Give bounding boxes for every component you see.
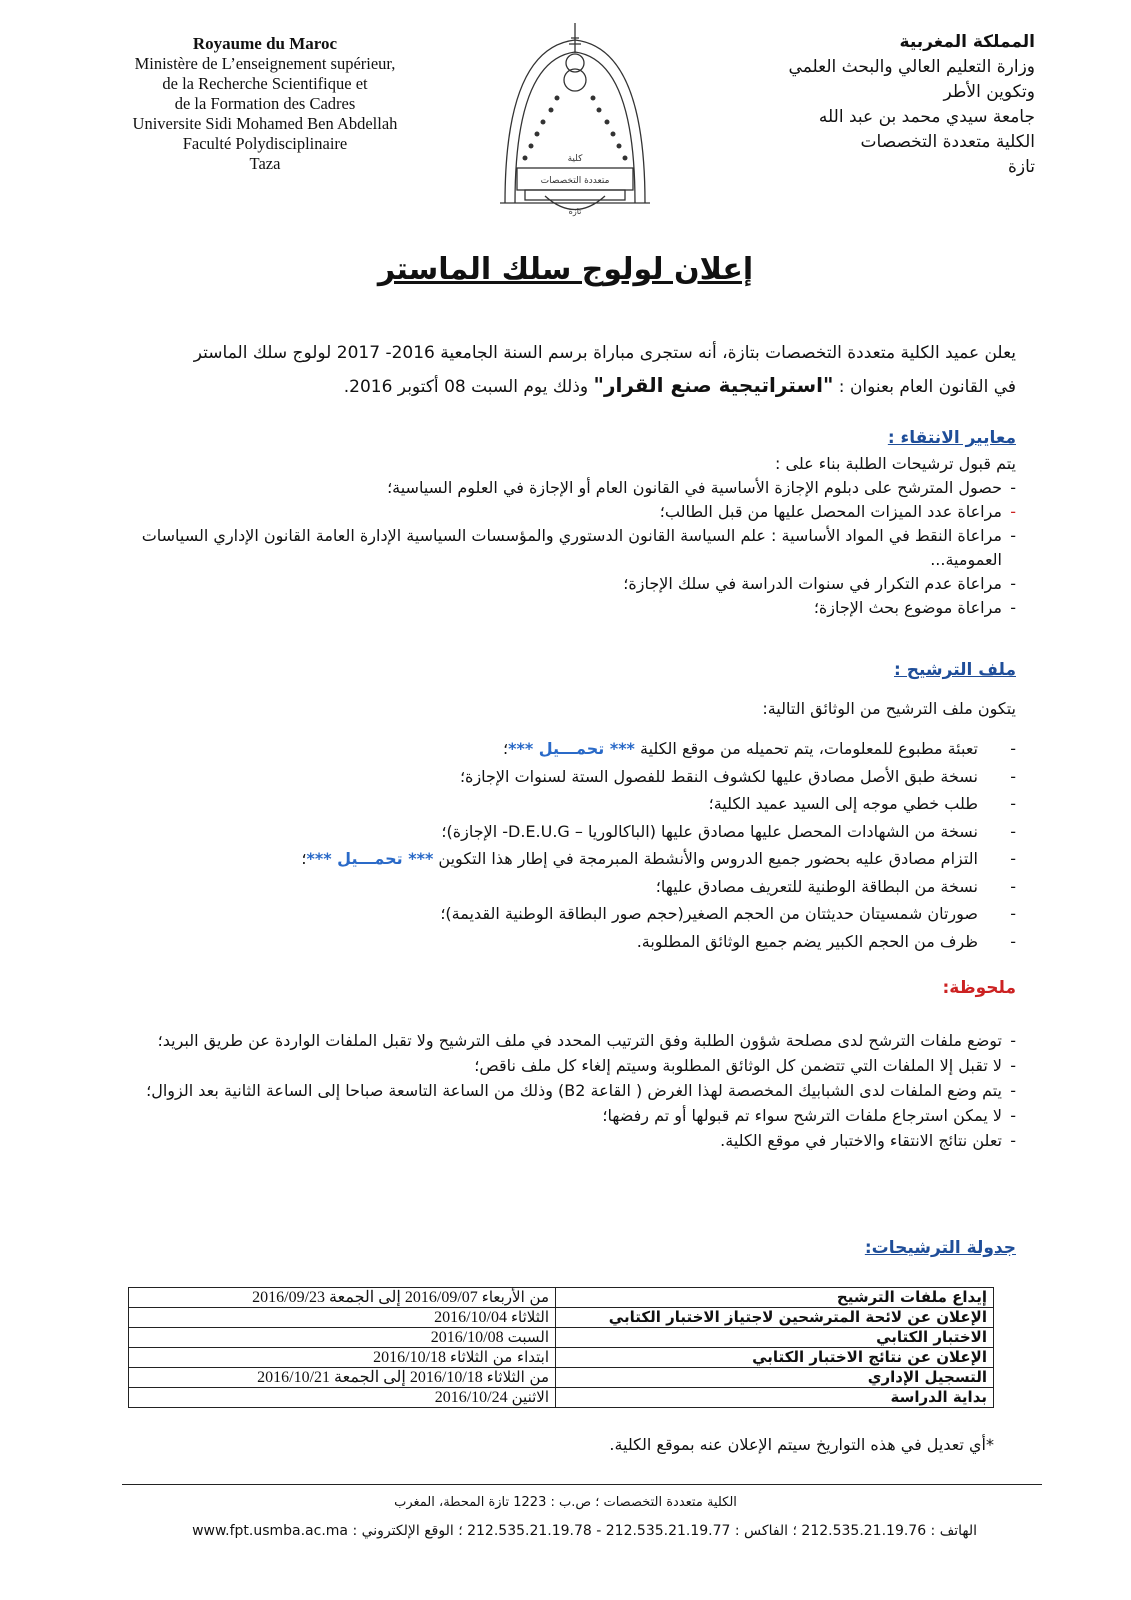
criteria-item: - مراعاة النقط في المواد الأساسية : علم السياسة القانون الدستوري والمؤسسات السياسية الإدارة العامة القانون الإداري السياسات العمومية...: [136, 524, 1016, 572]
note-heading: ملحوظة:: [942, 978, 1016, 998]
schedule-label: بداية الدراسة: [556, 1388, 994, 1408]
schedule-day: الاثنين: [511, 1388, 549, 1406]
header-french: [105, 34, 425, 174]
schedule-footnote: *أي تعديل في هذه التواريخ سيتم الإعلان عنه بموقع الكلية.: [609, 1435, 994, 1454]
footer-address: الكلية متعددة التخصصات ؛ ص.ب : 1223 تازة المحطة، المغرب: [394, 1495, 737, 1510]
note-item: - لا تقبل إلا الملفات التي تتضمن كل الوثائق المطلوبة وسيتم إلغاء كل ملف ناقص؛: [136, 1053, 1016, 1078]
faculty-logo-emblem-icon: [495, 18, 655, 223]
schedule-table: [128, 1287, 994, 1408]
criteria-item: - حصول المترشح على دبلوم الإجازة الأساسية في القانون العام أو الإجازة في العلوم السياسية؛: [136, 476, 1016, 500]
schedule-date: 2016/10/08: [430, 1329, 508, 1346]
header-fr-line: Ministère de L’enseignement supérieur,: [134, 54, 396, 73]
header-ar-line: جامعة سيدي محمد بن عبد الله: [818, 107, 1035, 127]
master-program-name: "استراتيجية صنع القرار": [593, 373, 834, 397]
schedule-value: [129, 1368, 556, 1388]
header-fr-line: Faculté Polydisciplinaire: [182, 134, 348, 153]
schedule-day: ابتداء من الثلاثاء: [450, 1348, 549, 1366]
download-form-link[interactable]: *** تحمـــيل ***: [508, 739, 635, 758]
schedule-label: التسجيل الإداري: [556, 1368, 994, 1388]
table-row: [129, 1308, 994, 1328]
intro-line-2a: في القانون العام بعنوان :: [833, 377, 1016, 397]
schedule-label: الإعلان عن لائحة المترشحين لاجتياز الاختبار الكتابي: [556, 1308, 994, 1328]
header-fr-line: Universite Sidi Mohamed Ben Abdellah: [132, 114, 398, 133]
header-fr-line: de la Formation des Cadres: [174, 94, 356, 113]
criteria-item: - مراعاة عدم التكرار في سنوات الدراسة في سلك الإجازة؛: [136, 572, 1016, 596]
schedule-label: الاختبار الكتابي: [556, 1328, 994, 1348]
schedule-day: السبت: [507, 1328, 549, 1346]
intro-line-1: يعلن عميد الكلية متعددة التخصصات بتازة، أنه ستجرى مباراة برسم السنة الجامعية 2016- 2017 لولوج سلك الماستر: [193, 343, 1016, 363]
intro-line-2: [136, 369, 1016, 403]
header-ar-line: وزارة التعليم العالي والبحث العلمي: [788, 57, 1035, 77]
note-item: - لا يمكن استرجاع ملفات الترشح سواء تم قبولها أو تم رفضها؛: [136, 1103, 1016, 1128]
schedule-date: 2016/10/18 إلى الجمعة 2016/10/21: [257, 1369, 487, 1386]
header-ar-line: وتكوين الأطر: [943, 82, 1035, 102]
header-arabic: [735, 30, 1035, 180]
criteria-item: - مراعاة موضوع بحث الإجازة؛: [136, 596, 1016, 620]
file-item: - ظرف من الحجم الكبير يضم جميع الوثائق المطلوبة.: [136, 928, 1016, 956]
table-row: [129, 1388, 994, 1408]
logo-text-main: متعددة التخصصات: [540, 176, 610, 186]
criteria-lead: يتم قبول ترشيحات الطلبة بناء على :: [775, 454, 1016, 473]
schedule-date: 2016/10/18: [373, 1349, 451, 1366]
file-item: - صورتان شمسيتان حديثتان من الحجم الصغير(حجم صور البطاقة الوطنية القديمة)؛: [136, 900, 1016, 928]
table-row: [129, 1288, 994, 1308]
faculty-logo: [495, 18, 655, 223]
schedule-value: [129, 1328, 556, 1348]
footer-contacts[interactable]: الهاتف : 212.535.21.19.76 ؛ الفاكس : 212.535.21.19.77 - 212.535.21.19.78 ؛ الوقع الإلكتروني : www.fpt.usmba.ac.ma: [192, 1523, 977, 1539]
criteria-section: [136, 452, 1016, 620]
download-commitment-link[interactable]: *** تحمـــيل ***: [306, 849, 434, 868]
logo-text-bottom: تازة: [568, 207, 582, 216]
schedule-date: 2016/10/24: [434, 1389, 512, 1406]
schedule-heading: جدولة الترشيحات:: [864, 1238, 1016, 1258]
file-item: - نسخة من البطاقة الوطنية للتعريف مصادق عليها؛: [136, 873, 1016, 901]
note-item: - توضع ملفات الترشح لدى مصلحة شؤون الطلبة وفق الترتيب المحدد في ملف الترشيح ولا تقبل الملفات الواردة عن طريق البريد؛: [136, 1028, 1016, 1053]
table-row: [129, 1368, 994, 1388]
intro-line-2c: وذلك يوم السبت 08 أكتوبر 2016.: [343, 377, 594, 397]
file-item-text: التزام مصادق عليه بحضور جميع الدروس والأنشطة المبرمجة في إطار هذا التكوين: [433, 849, 978, 868]
file-lead: يتكون ملف الترشيح من الوثائق التالية:: [762, 699, 1016, 718]
file-item: - طلب خطي موجه إلى السيد عميد الكلية؛: [136, 790, 1016, 818]
schedule-day: من الثلاثاء: [486, 1368, 549, 1386]
file-item: - نسخة طبق الأصل مصادق عليها لكشوف النقط للفصول الستة لسنوات الإجازة؛: [136, 763, 1016, 791]
schedule-date: 2016/10/04: [434, 1309, 511, 1326]
file-item: - نسخة من الشهادات المحصل عليها مصادق عليها (الباكالوريا – D.E.U.G- الإجازة)؛: [136, 818, 1016, 846]
footer-divider: [122, 1484, 1042, 1485]
logo-text-top: كلية: [567, 154, 583, 164]
header-fr-line: de la Recherche Scientifique et: [162, 74, 368, 93]
page-title: إعلان لولوج سلك الماستر: [377, 252, 754, 287]
note-section: [136, 1028, 1016, 1153]
schedule-label: إيداع ملفات الترشيح: [556, 1288, 994, 1308]
header-ar-line: تازة: [1007, 157, 1035, 177]
kingdom-ar: المملكة المغربية: [899, 32, 1035, 52]
schedule-value: [129, 1348, 556, 1368]
schedule-day: الثلاثاء: [510, 1308, 549, 1326]
criteria-heading: معايير الانتقاء :: [887, 428, 1016, 448]
file-item: - تعبئة مطبوع للمعلومات، يتم تحميله من موقع الكلية *** تحمـــيل ***؛: [136, 735, 1016, 763]
kingdom-fr: Royaume du Maroc: [192, 34, 338, 53]
note-item: - تعلن نتائج الانتقاء والاختبار في موقع الكلية.: [136, 1128, 1016, 1153]
schedule-value: [129, 1308, 556, 1328]
schedule-value: [129, 1388, 556, 1408]
schedule-value: [129, 1288, 556, 1308]
intro-paragraph: [136, 337, 1016, 403]
file-item: - التزام مصادق عليه بحضور جميع الدروس والأنشطة المبرمجة في إطار هذا التكوين *** تحمـــيل ***؛: [136, 845, 1016, 873]
schedule-day: من الأربعاء: [481, 1288, 549, 1306]
schedule-label: الإعلان عن نتائج الاختبار الكتابي: [556, 1348, 994, 1368]
criteria-item: - مراعاة عدد الميزات المحصل عليها من قبل الطالب؛: [136, 500, 1016, 524]
header-fr-line: Taza: [249, 154, 281, 173]
file-heading: ملف الترشيح :: [894, 660, 1016, 680]
file-item-text: تعبئة مطبوع للمعلومات، يتم تحميله من موقع الكلية: [634, 739, 978, 758]
note-item: - يتم وضع الملفات لدى الشبابيك المخصصة لهذا الغرض ( القاعة B2) وذلك من الساعة التاسعة صباحا إلى الساعة الثانية بعد الزوال؛: [136, 1078, 1016, 1103]
file-section: [136, 735, 1016, 955]
header-ar-line: الكلية متعددة التخصصات: [860, 132, 1035, 152]
table-row: [129, 1348, 994, 1368]
schedule-date: 2016/09/07 إلى الجمعة 2016/09/23: [252, 1289, 482, 1306]
table-row: [129, 1328, 994, 1348]
